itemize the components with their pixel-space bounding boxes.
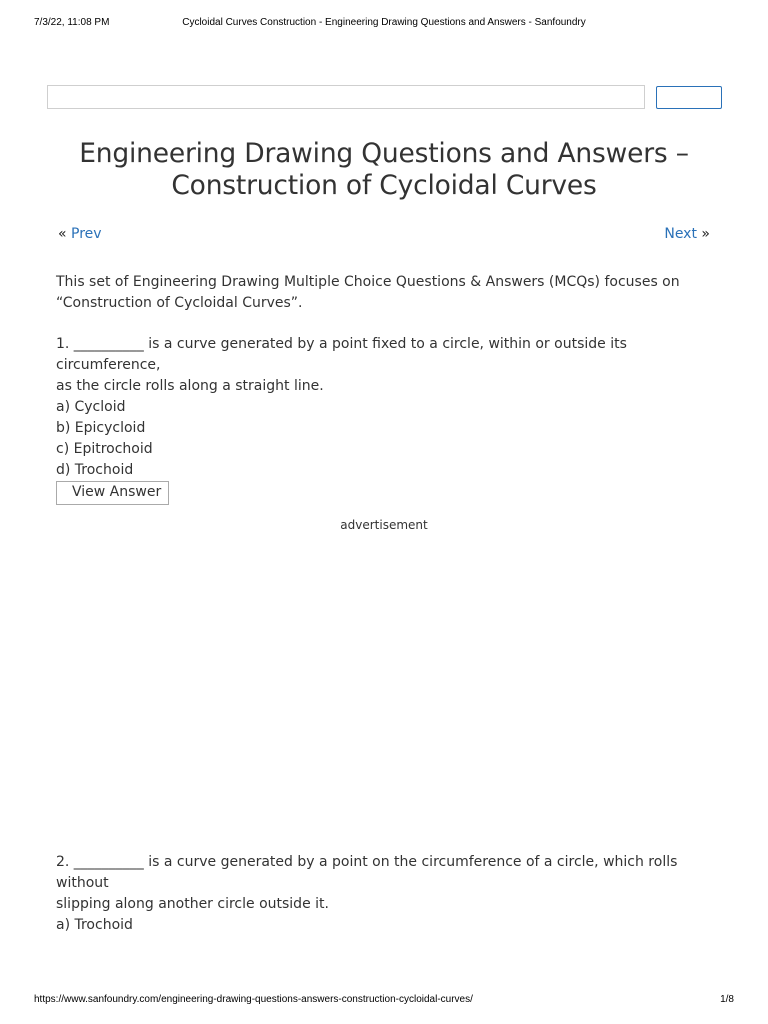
- intro-line-1: This set of Engineering Drawing Multiple Choice Questions & Answers (MCQs) focuses on: [56, 274, 680, 290]
- next-link-label: Next: [664, 226, 697, 242]
- question-2: [56, 852, 720, 933]
- question-1-option-c: c) Epitrochoid: [56, 441, 153, 457]
- question-1-option-a: a) Cycloid: [56, 399, 126, 415]
- question-1-option-b: b) Epicycloid: [56, 420, 146, 436]
- print-header: [34, 17, 734, 31]
- question-1-line-2: as the circle rolls along a straight line.: [56, 378, 324, 394]
- question-1-line-1: 1. __________ is a curve generated by a point fixed to a circle, within or outside its circumference,: [56, 336, 627, 373]
- page-title-line-1: Engineering Drawing Questions and Answers –: [79, 138, 689, 169]
- article-content: [56, 272, 720, 505]
- prev-link-label: Prev: [71, 226, 102, 242]
- print-date: 7/3/22, 11:08 PM: [34, 17, 110, 28]
- page-number: 1/8: [720, 994, 734, 1005]
- question-1: [56, 334, 720, 481]
- pagination-nav: [58, 224, 710, 244]
- question-2-line-2: slipping along another circle outside it.: [56, 896, 329, 912]
- search-input[interactable]: [47, 85, 645, 109]
- advertisement-label: advertisement: [340, 518, 428, 532]
- next-arrows: »: [701, 226, 710, 242]
- page-url: https://www.sanfoundry.com/engineering-drawing-questions-answers-construction-cycloidal-curves/: [34, 994, 473, 1005]
- question-1-option-d: d) Trochoid: [56, 462, 134, 478]
- page-title-line-2: Construction of Cycloidal Curves: [171, 170, 597, 201]
- next-link[interactable]: [664, 224, 710, 244]
- search-button[interactable]: [656, 86, 722, 109]
- prev-link[interactable]: [58, 224, 102, 244]
- question-2-line-1: 2. __________ is a curve generated by a point on the circumference of a circle, which rolls without: [56, 854, 678, 891]
- page-title: [40, 138, 728, 202]
- view-answer-button[interactable]: View Answer: [56, 481, 169, 505]
- intro-line-2: “Construction of Cycloidal Curves”.: [56, 295, 303, 311]
- print-footer: [34, 994, 734, 1008]
- question-2-option-a: a) Trochoid: [56, 917, 133, 933]
- prev-arrows: «: [58, 226, 67, 242]
- print-document-title: Cycloidal Curves Construction - Engineering Drawing Questions and Answers - Sanfoundry: [182, 17, 586, 28]
- intro-paragraph: [56, 272, 720, 314]
